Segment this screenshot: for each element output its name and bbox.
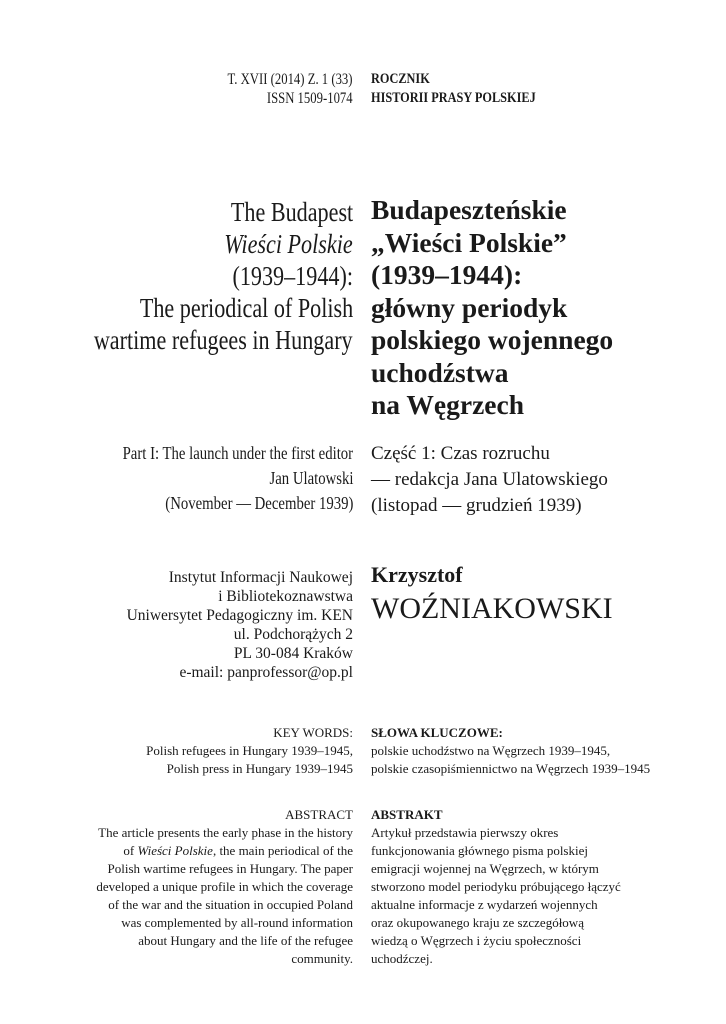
title-polish [371,194,613,422]
title-english [37,196,353,356]
abstract-line: uchodźczej. [371,951,433,966]
keywords-english [146,724,353,778]
journal-volume-issn [200,70,353,108]
abstract-line: developed a unique profile in which the coverage [96,879,353,894]
subtitle-en-line: (November — December 1939) [164,493,353,513]
volume-info: T. XVII (2014) Z. 1 (33) [227,71,353,88]
title-en-line: The Budapest [230,197,353,227]
author-first-name: Krzysztof [371,562,463,587]
author-name [371,561,613,627]
affiliation-line: i Bibliotekoznawstwa [218,588,353,605]
author-affiliation [127,568,353,682]
abstract-line: The article presents the early phase in the history [98,825,353,840]
keywords-polish [371,724,650,778]
author-email: e-mail: panprofessor@op.pl [179,664,353,681]
keywords-heading: KEY WORDS: [273,725,353,740]
title-pl-line: główny periodyk [371,291,568,323]
abstract-line: was complemented by all-round information [121,915,353,930]
subtitle-english [72,441,353,516]
title-en-line [225,228,353,260]
journal-name-line1: ROCZNIK [371,71,430,87]
journal-name-line2: HISTORII PRASY POLSKIEJ [371,90,536,106]
abstract-line: Artykuł przedstawia pierwszy okres [371,825,559,840]
affiliation-line: Instytut Informacji Naukowej [168,569,353,586]
abstract-line: wiedzą o Węgrzech i życiu społeczności [371,933,582,948]
abstract-heading: ABSTRACT [285,807,353,822]
title-pl-line: na Węgrzech [371,389,524,420]
abstract-text: of [123,843,138,858]
abstract-polish [371,806,671,968]
affiliation-line: PL 30-084 Kraków [233,645,353,662]
abstract-line: emigracji wojennej na Węgrzech, w którym [371,861,599,876]
abstract-italic: Wieści Polskie [137,843,213,858]
title-en-line: wartime refugees in Hungary [94,325,353,355]
abstract-line: oraz okupowanego kraju ze szczegółową [371,915,584,930]
title-en-line: (1939–1944): [232,261,353,291]
keywords-heading: SŁOWA KLUCZOWE: [371,725,503,740]
abstract-line: of the war and the situation in occupied Poland [108,897,353,912]
affiliation-line: Uniwersytet Pedagogiczny im. KEN [126,607,353,624]
title-pl-line: „Wieści Polskie” [371,226,567,258]
abstract-line [53,842,353,860]
keyword-item: polskie uchodźstwo na Węgrzech 1939–1945, [371,743,611,758]
abstract-text: , the main periodical of the [212,843,353,858]
title-pl-line: uchodźstwa [371,356,509,388]
journal-name [371,70,572,108]
affiliation-line: ul. Podchorążych 2 [233,626,353,643]
subtitle-en-line: Part I: The launch under the first editor [122,443,353,463]
subtitle-en-line: Jan Ulatowski [268,468,353,488]
abstract-heading: ABSTRAKT [371,807,443,822]
abstract-line: stworzono model periodyku próbującego łączyć [371,879,621,894]
abstract-english [53,806,353,968]
abstract-line: Polish wartime refugees in Hungary. The paper [107,861,353,876]
subtitle-pl-line: — redakcja Jana Ulatowskiego [371,469,608,490]
title-en-italic: Wieści Polskie [224,229,353,259]
author-last-name: WOŹNIAKOWSKI [371,592,613,625]
subtitle-polish [371,441,608,519]
title-en-line: The periodical of Polish [139,293,353,323]
abstract-line: community. [291,951,353,966]
keyword-item: Polish refugees in Hungary 1939–1945, [146,743,353,758]
issn: ISSN 1509-1074 [267,90,353,107]
keyword-item: Polish press in Hungary 1939–1945 [166,761,353,776]
keyword-item: polskie czasopiśmiennictwo na Węgrzech 1939–1945 [371,761,651,776]
subtitle-pl-line: (listopad — grudzień 1939) [371,495,582,516]
abstract-line: funkcjonowania głównego pisma polskiej [371,843,588,858]
title-pl-line: Budapeszteńskie [371,194,567,225]
abstract-line: about Hungary and the life of the refugee [138,933,353,948]
abstract-line: aktualne informacje z wydarzeń wojennych [371,897,598,912]
title-pl-line: (1939–1944): [371,259,523,290]
title-pl-line: polskiego wojennego [371,324,614,355]
subtitle-pl-line: Część 1: Czas rozruchu [371,443,550,464]
